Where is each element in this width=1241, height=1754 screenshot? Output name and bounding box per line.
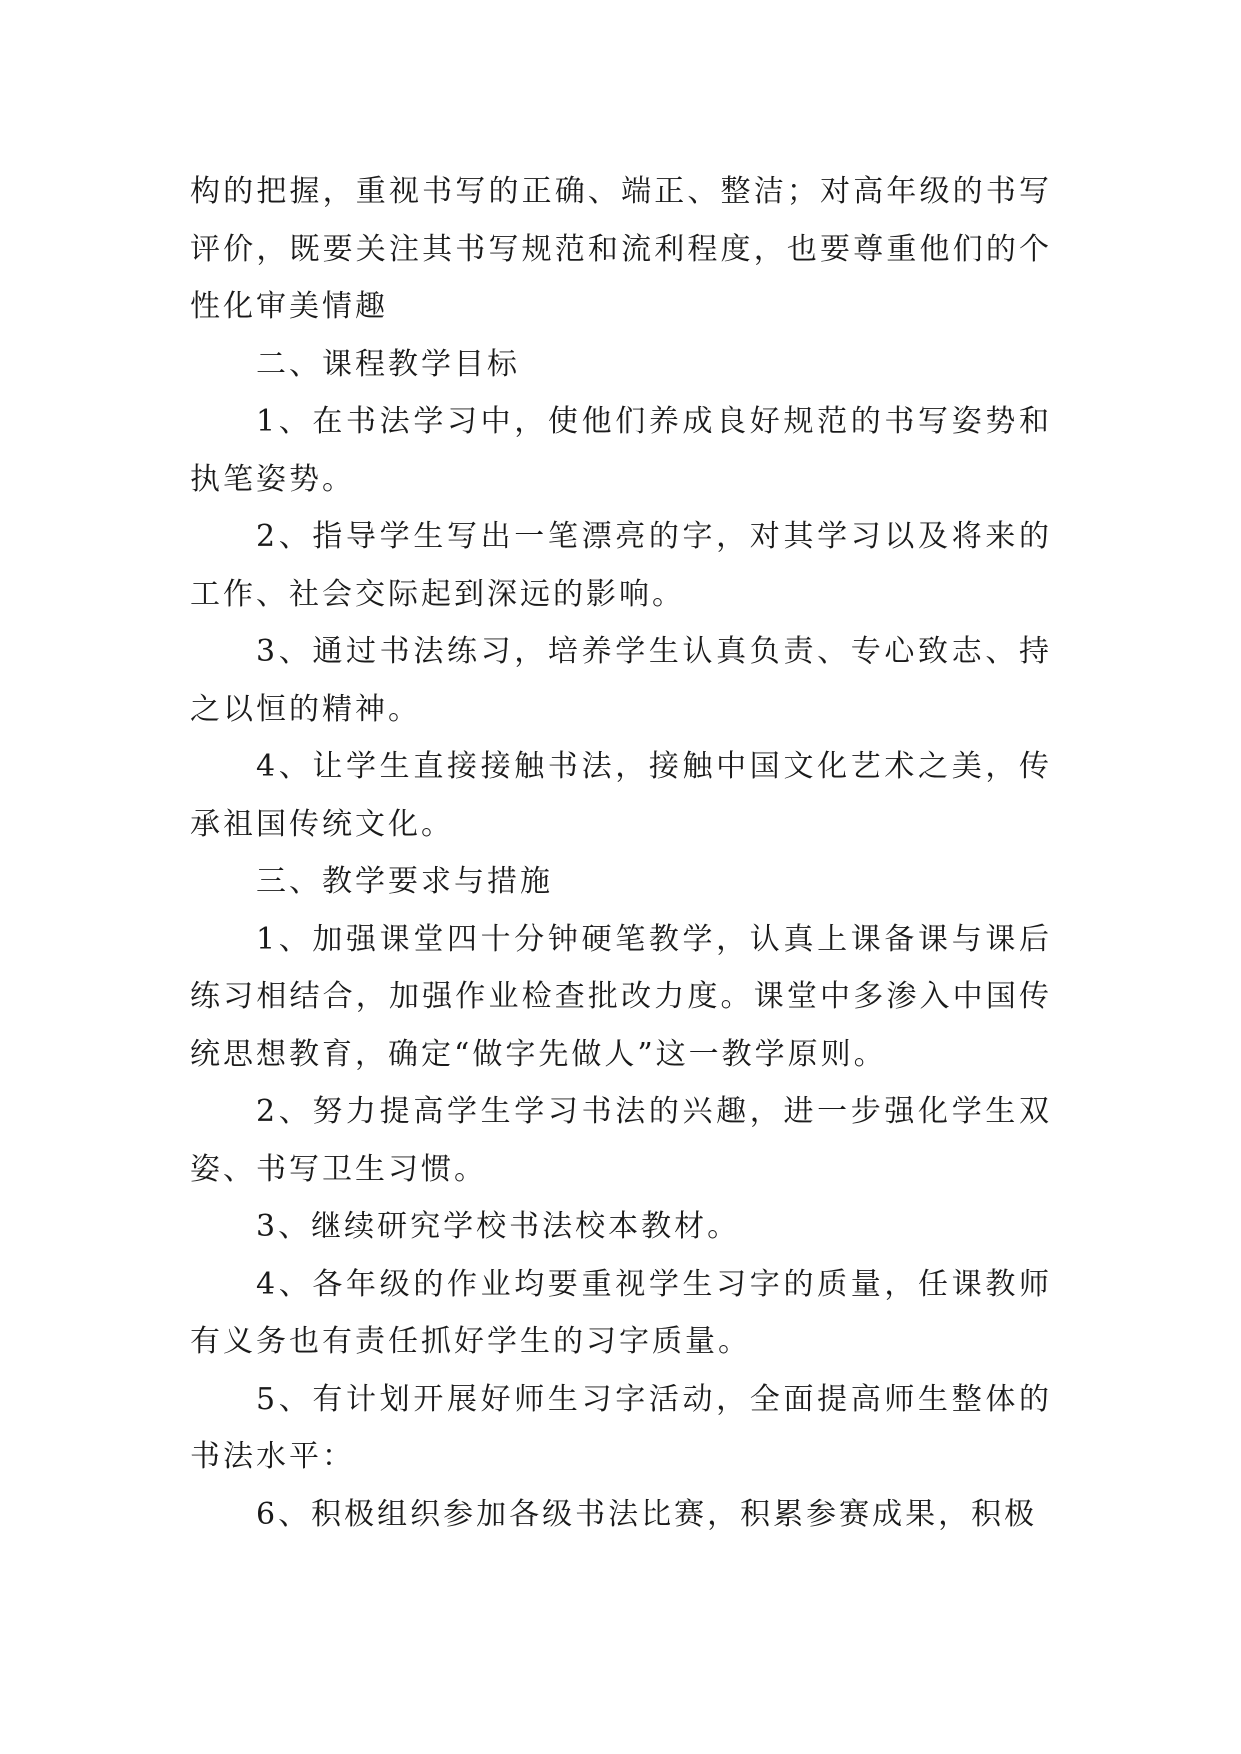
requirement-item-1: 1、加强课堂四十分钟硬笔教学，认真上课备课与课后练习相结合，加强作业检查批改力度。课堂中多渗入中国传统思想教育，确定“做字先做人”这一教学原则。 bbox=[190, 921, 1052, 1072]
paragraph-continuation: 构的把握，重视书写的正确、端正、整洁；对高年级的书写评价，既要关注其书写规范和流利程度，也要尊重他们的个性化审美情趣 bbox=[190, 174, 1052, 324]
requirement-item-2: 2、努力提高学生学习书法的兴趣，进一步强化学生双姿、书写卫生习惯。 bbox=[190, 1094, 1052, 1187]
section-heading-course-goals: 二、课程教学目标 bbox=[256, 346, 520, 382]
section-heading-requirements: 三、教学要求与措施 bbox=[256, 864, 553, 899]
requirement-item-3: 3、继续研究学校书法校本教材。 bbox=[256, 1209, 741, 1244]
goal-item-4: 4、让学生直接接触书法，接触中国文化艺术之美，传承祖国传统文化。 bbox=[190, 749, 1052, 842]
goal-item-3: 3、通过书法练习，培养学生认真负责、专心致志、持之以恒的精神。 bbox=[190, 634, 1052, 727]
document-page bbox=[190, 163, 1052, 1543]
requirement-item-6: 6、积极组织参加各级书法比赛，积累参赛成果，积极 bbox=[256, 1496, 1038, 1532]
goal-item-1: 1、在书法学习中，使他们养成良好规范的书写姿势和执笔姿势。 bbox=[190, 404, 1052, 497]
requirement-item-5: 5、有计划开展好师生习字活动，全面提高师生整体的书法水平： bbox=[190, 1381, 1052, 1474]
requirement-item-4: 4、各年级的作业均要重视学生习字的质量，任课教师有义务也有责任抓好学生的习字质量。 bbox=[190, 1266, 1052, 1359]
goal-item-2: 2、指导学生写出一笔漂亮的字，对其学习以及将来的工作、社会交际起到深远的影响。 bbox=[190, 519, 1052, 612]
